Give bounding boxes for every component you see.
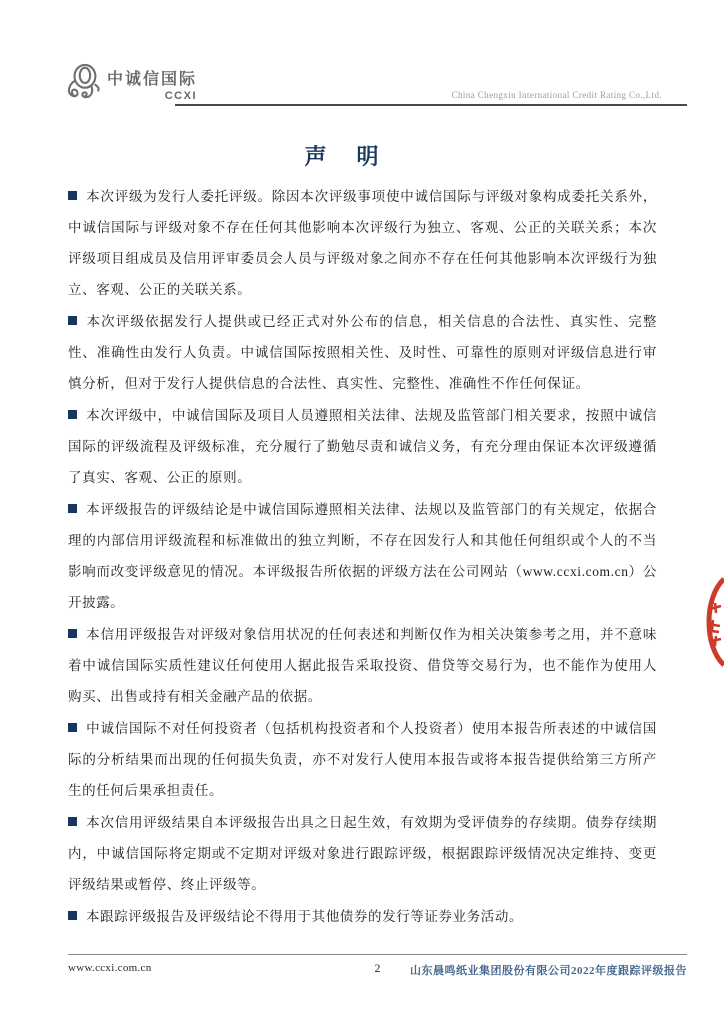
red-seal-partial xyxy=(694,573,724,671)
paragraph-text: 本次评级依据发行人提供或已经正式对外公布的信息，相关信息的合法性、真实性、完整性、准确性由发行人负责。中诚信国际按照相关性、及时性、可靠性的原则对评级信息进行审慎分析，但对于发行人提供信息的合法性、真实性、完整性、准确性不作任何保证。 xyxy=(68,314,657,391)
statement-paragraph xyxy=(68,400,657,493)
statement-paragraph xyxy=(68,306,657,399)
logo-text xyxy=(107,66,197,102)
paragraph-text: 本信用评级报告对评级对象信用状况的任何表述和判断仅作为相关决策参考之用，并不意味着中诚信国际实质性建议任何使用人据此报告采取投资、借贷等交易行为，也不能作为使用人购买、出售或持有相关金融产品的依据。 xyxy=(68,627,657,704)
page-title: 声 明 xyxy=(304,144,383,169)
logo-chinese-name: 中诚信国际 xyxy=(107,71,198,88)
seal-arc-icon xyxy=(694,573,724,671)
page-footer xyxy=(68,954,687,984)
statement-paragraph xyxy=(68,713,657,806)
paragraph-text: 本评级报告的评级结论是中诚信国际遵照相关法律、法规以及监管部门的有关规定，依据合理的内部信用评级流程和标准做出的独立判断，不存在因发行人和其他任何组织或个人的不当影响而改变评级意见的情况。本评级报告所依据的评级方法在公司网站（www.ccxi.com.cn）公开披露。 xyxy=(68,502,657,610)
bullet-square-icon xyxy=(68,191,77,200)
footer-website: www.ccxi.com.cn xyxy=(68,962,152,974)
footer-page-number: 2 xyxy=(374,961,381,975)
bullet-square-icon xyxy=(68,911,77,920)
statement-paragraph xyxy=(68,807,657,900)
statement-paragraph xyxy=(68,494,657,618)
header-divider-line xyxy=(175,104,687,106)
statement-body xyxy=(68,181,657,933)
bullet-square-icon xyxy=(68,410,77,419)
bullet-square-icon xyxy=(68,629,77,638)
paragraph-text: 中诚信国际不对任何投资者（包括机构投资者和个人投资者）使用本报告所表述的中诚信国际的分析结果而出现的任何损失负责，亦不对发行人使用本报告或将本报告提供给第三方所产生的任何后果承担责任。 xyxy=(68,721,657,798)
footer-report-title: 山东晨鸣纸业集团股份有限公司2022年度跟踪评级报告 xyxy=(410,965,687,977)
page-header xyxy=(65,62,687,106)
ccxi-logo-icon xyxy=(65,62,103,102)
paragraph-text: 本次信用评级结果自本评级报告出具之日起生效，有效期为受评债券的存续期。债券存续期内，中诚信国际将定期或不定期对评级对象进行跟踪评级，根据跟踪评级情况决定维持、变更评级结果或暂停、终止评级等。 xyxy=(68,815,657,892)
bullet-square-icon xyxy=(68,316,77,325)
bullet-square-icon xyxy=(68,723,77,732)
ccxi-logo xyxy=(65,62,197,102)
statement-paragraph xyxy=(68,619,657,712)
paragraph-text: 本跟踪评级报告及评级结论不得用于其他债券的发行等证券业务活动。 xyxy=(86,909,524,924)
company-english-name: China Chengxin International Credit Rating Co.,Ltd. xyxy=(451,90,662,100)
paragraph-text: 本次评级为发行人委托评级。除因本次评级事项使中诚信国际与评级对象构成委托关系外，中诚信国际与评级对象不存在任何其他影响本次评级行为独立、客观、公正的关联关系；本次评级项目组成员及信用评审委员会人员与评级对象之间亦不存在任何其他影响本次评级行为独立、客观、公正的关联关系。 xyxy=(68,189,657,297)
paragraph-text: 本次评级中，中诚信国际及项目人员遵照相关法律、法规及监管部门相关要求，按照中诚信国际的评级流程及评级标准，充分履行了勤勉尽责和诚信义务，有充分理由保证本次评级遵循了真实、客观、公正的原则。 xyxy=(68,408,657,485)
statement-paragraph xyxy=(68,181,657,305)
bullet-square-icon xyxy=(68,504,77,513)
bullet-square-icon xyxy=(68,817,77,826)
statement-paragraph xyxy=(68,901,657,932)
logo-latin-abbr: CCXI xyxy=(164,90,198,102)
